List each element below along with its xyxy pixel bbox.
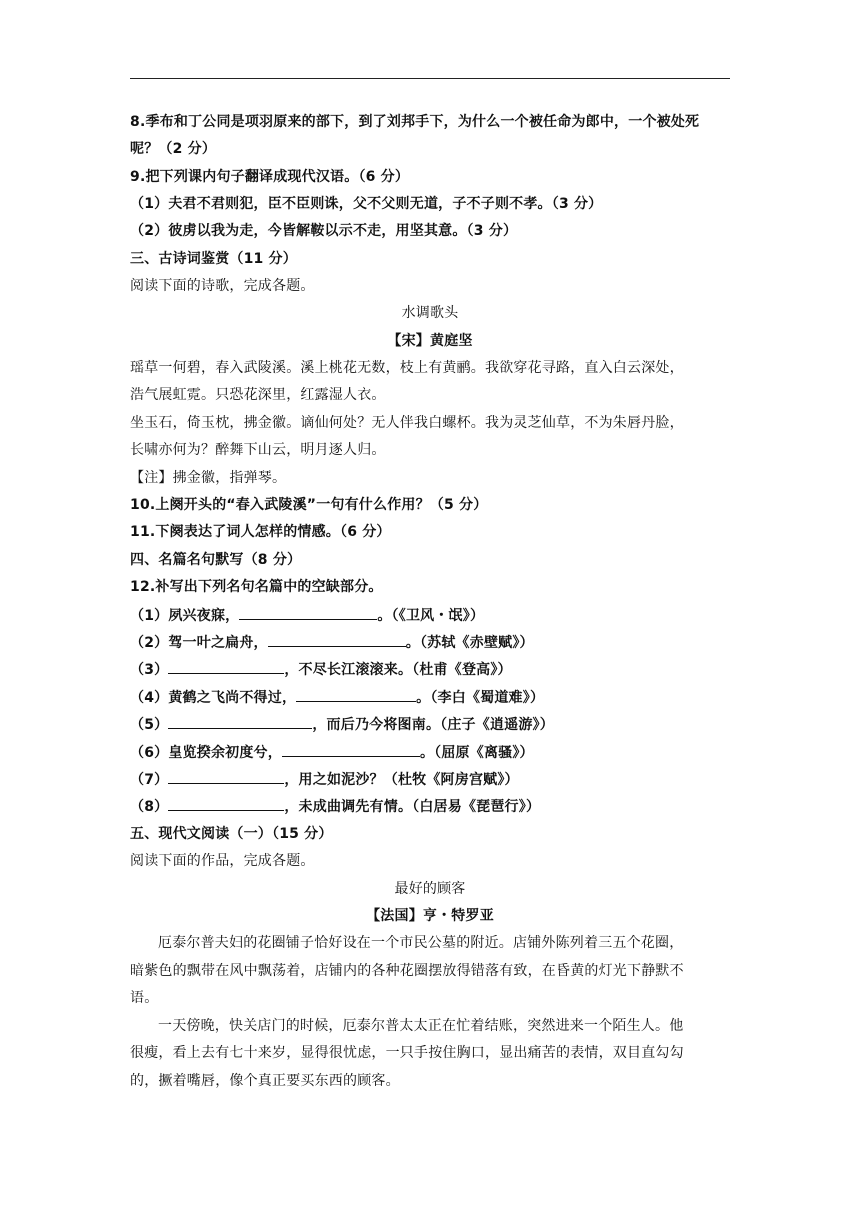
question-9-item-2: （2）彼虏以我为走，今皆解鞍以示不走，用坚其意。（3 分）: [130, 223, 518, 239]
poem-line: 坐玉石，倚玉枕，拂金徽。谪仙何处？无人伴我白螺杯。我为灵芝仙草，不为朱唇丹脸，: [130, 415, 684, 431]
poem-author: 【宋】黄庭坚: [387, 333, 473, 349]
poem-note: 【注】拂金徽，指弹琴。: [130, 470, 287, 486]
blank-line[interactable]: [168, 796, 284, 811]
poem-line: 瑶草一何碧，春入武陵溪。溪上桃花无数，枝上有黄鹂。我欲穿花寻路，直入白云深处，: [130, 360, 684, 376]
story-paragraph-line: 暗紫色的飘带在风中飘荡着，店铺内的各种花圈摆放得错落有致，在昏黄的灯光下静默不: [130, 963, 684, 979]
story-paragraph-line: 的，撅着嘴唇，像个真正要买东西的顾客。: [130, 1073, 400, 1089]
fill-blank-item: （6）皇览揆余初度兮， 。（屈原《离骚》）: [130, 742, 534, 763]
blank-line[interactable]: [168, 659, 284, 674]
blank-line[interactable]: [268, 632, 406, 647]
poem-line: 长啸亦何为？醉舞下山云，明月逐人归。: [130, 442, 386, 458]
poem-title: 水调歌头: [401, 305, 459, 321]
blank-line[interactable]: [282, 742, 420, 757]
section-3-instruction: 阅读下面的诗歌，完成各题。: [130, 278, 315, 294]
story-paragraph-line: 一天傍晚，快关店门的时候，厄泰尔普太太正在忙着结账，突然进来一个陌生人。他: [158, 1018, 684, 1034]
section-3-heading: 三、古诗词鉴赏（11 分）: [130, 251, 297, 267]
story-paragraph-line: 很瘦，看上去有七十来岁，显得很忧虑，一只手按住胸口，显出痛苦的表情，双目直勾勾: [130, 1045, 684, 1061]
header-rule: [130, 78, 730, 79]
blank-line[interactable]: [168, 769, 284, 784]
fill-blank-item: （5） ，而后乃今将图南。（庄子《逍遥游》）: [130, 714, 554, 735]
fill-blank-item: （3） ，不尽长江滚滚来。（杜甫《登高》）: [130, 659, 512, 680]
section-4-heading: 四、名篇名句默写（8 分）: [130, 552, 302, 568]
blank-line[interactable]: [168, 714, 312, 729]
question-11: 11.下阕表达了词人怎样的情感。（6 分）: [130, 524, 391, 540]
story-paragraph-line: 厄泰尔普夫妇的花圈铺子恰好设在一个市民公墓的附近。店铺外陈列着三五个花圈，: [158, 935, 684, 951]
fill-blank-item: （8） ，未成曲调先有情。（白居易《琵琶行》）: [130, 796, 540, 817]
section-5-heading: 五、现代文阅读（一）（15 分）: [130, 826, 333, 842]
fill-blank-item: （1）夙兴夜寐， 。（《卫风・氓》）: [130, 605, 484, 626]
story-title: 最好的顾客: [394, 881, 466, 897]
question-8-line2: 呢？（2 分）: [130, 141, 217, 157]
question-8-line1: 8.季布和丁公同是项羽原来的部下，到了刘邦手下，为什么一个被任命为郎中，一个被处死: [130, 114, 700, 130]
blank-line[interactable]: [296, 687, 416, 702]
question-10: 10.上阕开头的“春入武陵溪”一句有什么作用？（5 分）: [130, 497, 488, 513]
question-12: 12.补写出下列名句名篇中的空缺部分。: [130, 579, 383, 595]
story-paragraph-line: 语。: [130, 990, 159, 1006]
story-author: 【法国】亨・特罗亚: [366, 908, 494, 924]
fill-blank-item: （2）驾一叶之扁舟， 。（苏轼《赤壁赋》）: [130, 632, 534, 653]
blank-line[interactable]: [239, 605, 377, 620]
poem-line: 浩气展虹霓。只恐花深里，红露湿人衣。: [130, 387, 386, 403]
question-9-item-1: （1）夫君不君则犯，臣不臣则诛，父不父则无道，子不子则不孝。（3 分）: [130, 196, 603, 212]
question-9-title: 9.把下列课内句子翻译成现代汉语。（6 分）: [130, 169, 410, 185]
section-5-instruction: 阅读下面的作品，完成各题。: [130, 853, 315, 869]
fill-blank-item: （7） ，用之如泥沙？（杜牧《阿房宫赋》）: [130, 769, 519, 790]
fill-blank-item: （4）黄鹤之飞尚不得过， 。（李白《蜀道难》）: [130, 687, 544, 708]
